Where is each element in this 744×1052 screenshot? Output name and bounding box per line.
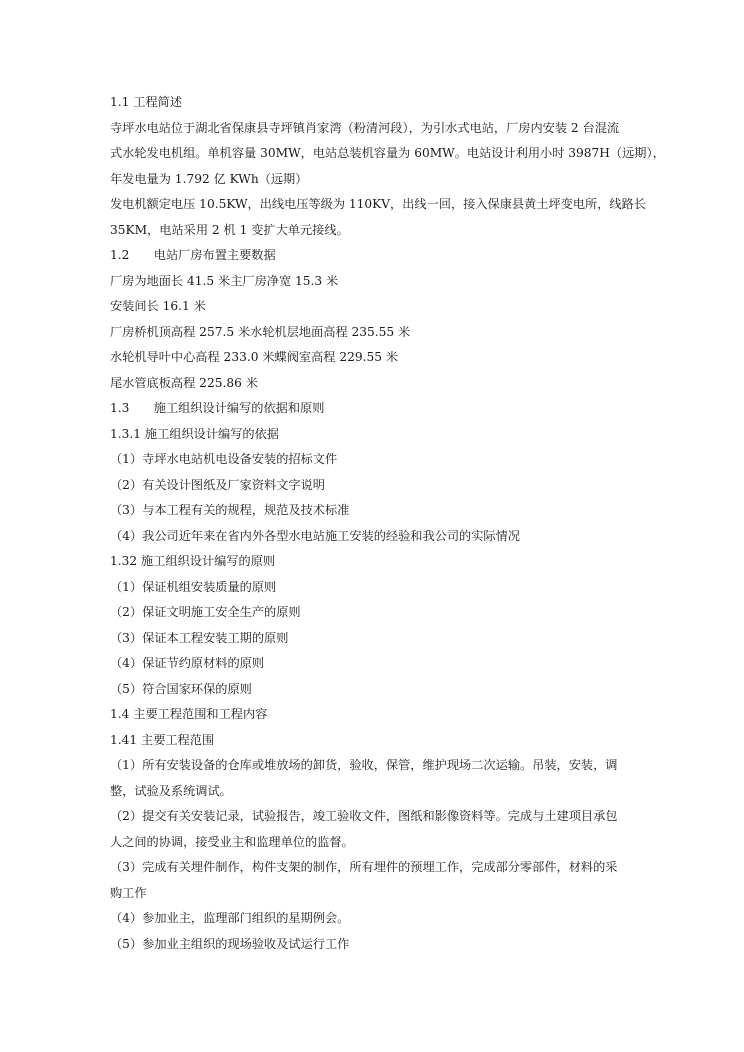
scope-item-line: （4）参加业主，监理部门组织的星期例会。 (110, 911, 350, 925)
list-item: （2）保证文明施工安全生产的原则 (110, 605, 301, 619)
section-heading-1-41: 1.41 主要工程范围 (110, 732, 215, 747)
scope-item-line: 整，试验及系统调试。 (110, 783, 232, 798)
list-item: （4）保证节约原材料的原则 (110, 656, 265, 670)
list-item: （1）寺坪水电站机电设备安装的招标文件 (110, 452, 338, 466)
list-item: （5）符合国家环保的原则 (110, 681, 252, 696)
document-page (110, 90, 665, 957)
scope-item-line: （5）参加业主组织的现场验收及试运行工作 (110, 936, 350, 951)
list-item: （4）我公司近年来在省内外各型水电站施工安装的经验和我公司的实际情况 (110, 528, 520, 543)
list-item: （1）保证机组安装质量的原则 (110, 579, 277, 594)
data-line: 尾水管底板高程 225.86 米 (110, 375, 258, 390)
scope-item-line: （1）所有安装设备的仓库或堆放场的卸货，验收，保管，维护现场二次运输。吊装，安装，调 (110, 758, 618, 772)
scope-item-line: （2）提交有关安装记录，试验报告，竣工验收文件，图纸和影像资料等。完成与土建项目承包 (110, 809, 618, 823)
scope-item-line: （3）完成有关埋件制作，构件支架的制作，所有埋件的预埋工作，完成部分零部件，材料的采 (110, 860, 618, 874)
section-heading-1-2: 1.2 电站厂房布置主要数据 (110, 248, 276, 262)
section-heading-1-32: 1.32 施工组织设计编写的原则 (110, 554, 276, 568)
data-line: 厂房为地面长 41.5 米主厂房净宽 15.3 米 (110, 273, 339, 288)
overview-paragraph-line: 年发电量为 1.792 亿 KWh（远期） (110, 171, 308, 186)
scope-item-line: 购工作 (110, 885, 147, 900)
section-heading-1-4: 1.4 主要工程范围和工程内容 (110, 707, 268, 721)
data-line: 安装间长 16.1 米 (110, 299, 206, 313)
list-item: （3）与本工程有关的规程，规范及技术标准 (110, 503, 350, 517)
generator-paragraph-line: 35KM，电站采用 2 机 1 变扩大单元接线。 (110, 222, 349, 237)
data-line: 厂房桥机顶高程 257.5 米水轮机层地面高程 235.55 米 (110, 324, 411, 339)
overview-paragraph-line: 寺坪水电站位于湖北省保康县寺坪镇肖家湾（粉清河段），为引水式电站，厂房内安装 2 台混流 (110, 120, 620, 135)
list-item: （3）保证本工程安装工期的原则 (110, 630, 289, 645)
list-item: （2）有关设计图纸及厂家资料文字说明 (110, 477, 325, 492)
section-heading-1-1: 1.1 工程简述 (110, 95, 183, 109)
section-heading-1-3: 1.3 施工组织设计编写的依据和原则 (110, 401, 325, 415)
scope-item-line: 人之间的协调，接受业主和监理单位的监督。 (110, 834, 354, 849)
overview-paragraph-line: 式水轮发电机组。单机容量 30MW，电站总装机容量为 60MW。电站设计利用小时 3987H（远期）， (110, 146, 665, 160)
data-line: 水轮机导叶中心高程 233.0 米蝶阀室高程 229.55 米 (110, 350, 399, 364)
section-heading-1-3-1: 1.3.1 施工组织设计编写的依据 (110, 426, 279, 441)
generator-paragraph-line: 发电机额定电压 10.5KW，出线电压等级为 110KV，出线一回，接入保康县黄土坪变电所，线路长 (110, 197, 646, 211)
